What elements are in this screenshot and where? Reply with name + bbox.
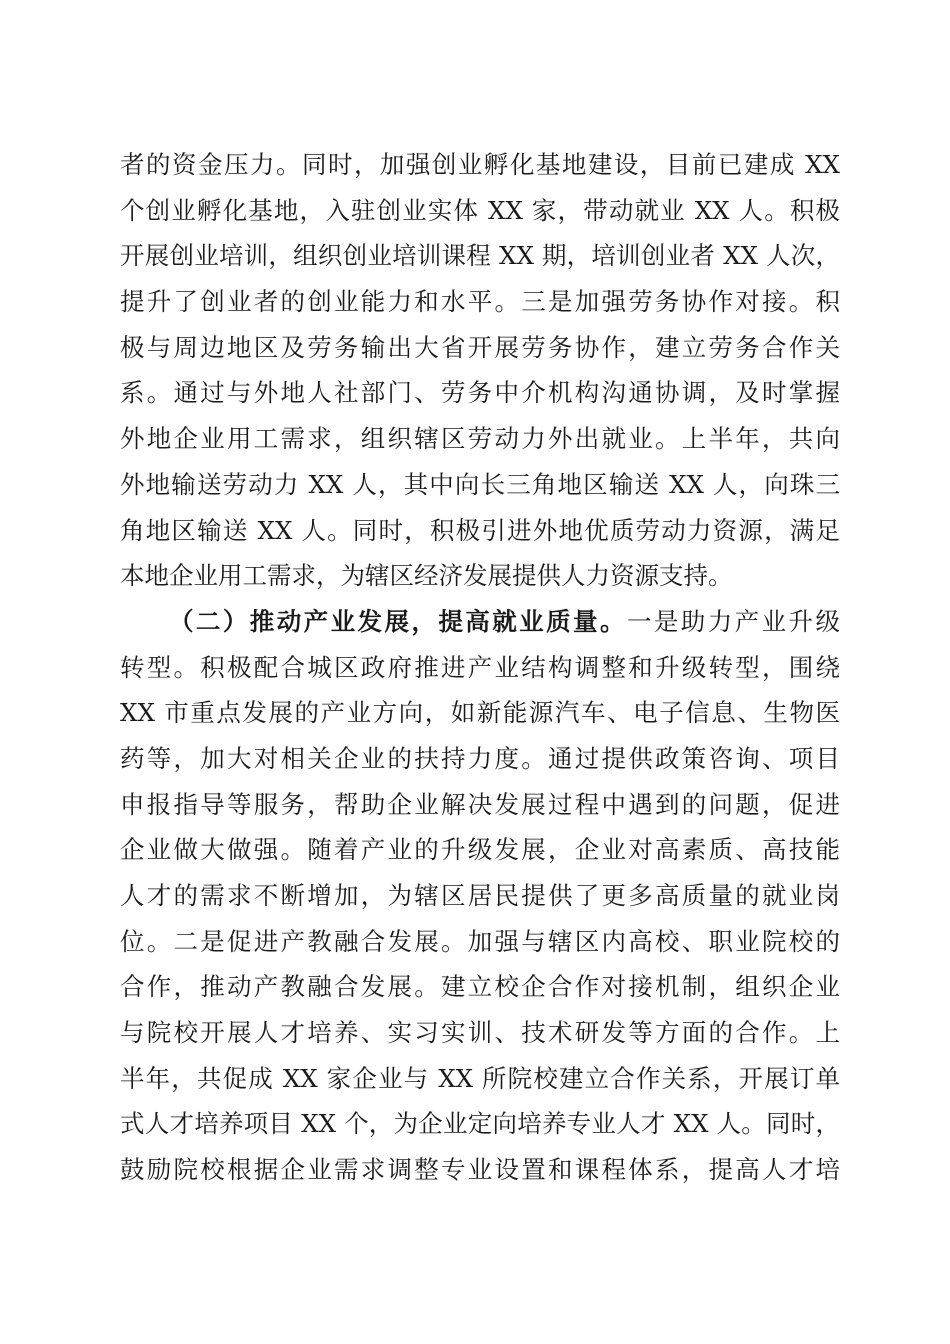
text-line: 角地区输送 XX 人。同时，积极引进外地优质劳动力资源，满足 xyxy=(120,515,840,545)
text-line: 本地企业用工需求，为辖区经济发展提供人力资源支持。 xyxy=(120,561,733,591)
text-line: 合作，推动产教融合发展。建立校企合作对接机制，组织企业 xyxy=(120,972,840,1002)
text-line: 鼓励院校根据企业需求调整专业设置和课程体系，提高人才培 xyxy=(120,1155,840,1185)
text-line: XX 市重点发展的产业方向，如新能源汽车、电子信息、生物医 xyxy=(120,698,840,728)
text-line: 申报指导等服务，帮助企业解决发展过程中遇到的问题，促进 xyxy=(120,789,840,819)
text-line: 人才的需求不断增加，为辖区居民提供了更多高质量的就业岗 xyxy=(120,881,840,910)
text-span: 一是助力产业升级 xyxy=(626,606,840,636)
text-line: 与院校开展人才培养、实习实训、技术研发等方面的合作。上 xyxy=(120,1018,840,1048)
text-line-with-heading xyxy=(120,599,840,645)
text-line: 个创业孵化基地，入驻创业实体 XX 家，带动就业 XX 人。积极 xyxy=(120,195,840,225)
paragraph-1 xyxy=(120,142,840,599)
text-line: 外地企业用工需求，组织辖区劳动力外出就业。上半年，共向 xyxy=(120,424,840,454)
text-line: 转型。积极配合城区政府推进产业结构调整和升级转型，围绕 xyxy=(120,652,840,682)
text-line: 外地输送劳动力 XX 人，其中向长三角地区输送 XX 人，向珠三 xyxy=(120,469,840,499)
text-line: 企业做大做强。随着产业的升级发展，企业对高素质、高技能 xyxy=(120,835,840,865)
text-line: 半年，共促成 XX 家企业与 XX 所院校建立合作关系，开展订单 xyxy=(120,1063,840,1093)
text-line: 者的资金压力。同时，加强创业孵化基地建设，目前已建成 XX xyxy=(120,150,840,179)
text-line: 系。通过与外地人社部门、劳务中介机构沟通协调，及时掌握 xyxy=(120,378,840,408)
text-line: 极与周边地区及劳务输出大省开展劳务协作，建立劳务合作关 xyxy=(120,332,840,362)
text-line: 开展创业培训，组织创业培训课程 XX 期，培训创业者 XX 人次， xyxy=(120,241,840,271)
text-line: 位。二是促进产教融合发展。加强与辖区内高校、职业院校的 xyxy=(120,926,840,956)
section-heading: （二）推动产业发展，提高就业质量。 xyxy=(169,606,627,636)
paragraph-2 xyxy=(120,599,840,1193)
text-line: 药等，加大对相关企业的扶持力度。通过提供政策咨询、项目 xyxy=(120,743,840,773)
body-text xyxy=(120,142,840,1193)
text-line: 提升了创业者的创业能力和水平。三是加强劳务协作对接。积 xyxy=(120,287,840,317)
text-line: 式人才培养项目 XX 个，为企业定向培养专业人才 XX 人。同时， xyxy=(120,1109,840,1139)
